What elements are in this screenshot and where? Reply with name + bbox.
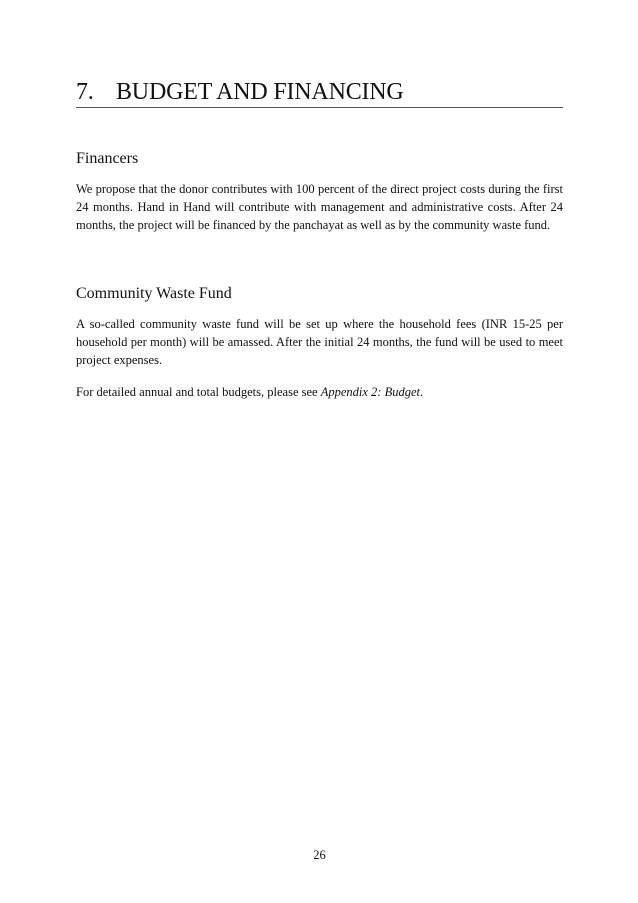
chapter-title: BUDGET AND FINANCING bbox=[116, 79, 404, 105]
chapter-number: 7. bbox=[76, 79, 94, 105]
page-number: 26 bbox=[313, 848, 326, 862]
paragraph-financers: We propose that the donor contributes with 100 percent of the direct project costs during the first 24 months. Hand in Hand will contribute with management and administrative costs. After 24 months, the project will be financed by the panchayat as well as by the community waste fund. bbox=[76, 182, 563, 232]
chapter-heading bbox=[76, 78, 563, 106]
section-heading-financers: Financers bbox=[76, 150, 139, 167]
document-page bbox=[76, 0, 563, 903]
section-heading-community-waste-fund: Community Waste Fund bbox=[76, 285, 232, 302]
budget-reference-suffix: . bbox=[420, 385, 424, 399]
paragraph-community-waste-fund: A so-called community waste fund will be set up where the household fees (INR 15-25 per household per month) will be amassed. After the initial 24 months, the fund will be used to meet project expenses. bbox=[76, 317, 563, 367]
paragraph-budget-reference bbox=[76, 383, 563, 401]
appendix-reference: Appendix 2: Budget bbox=[320, 385, 420, 399]
budget-reference-prefix: For detailed annual and total budgets, please see bbox=[76, 385, 321, 399]
chapter-divider bbox=[76, 107, 563, 108]
